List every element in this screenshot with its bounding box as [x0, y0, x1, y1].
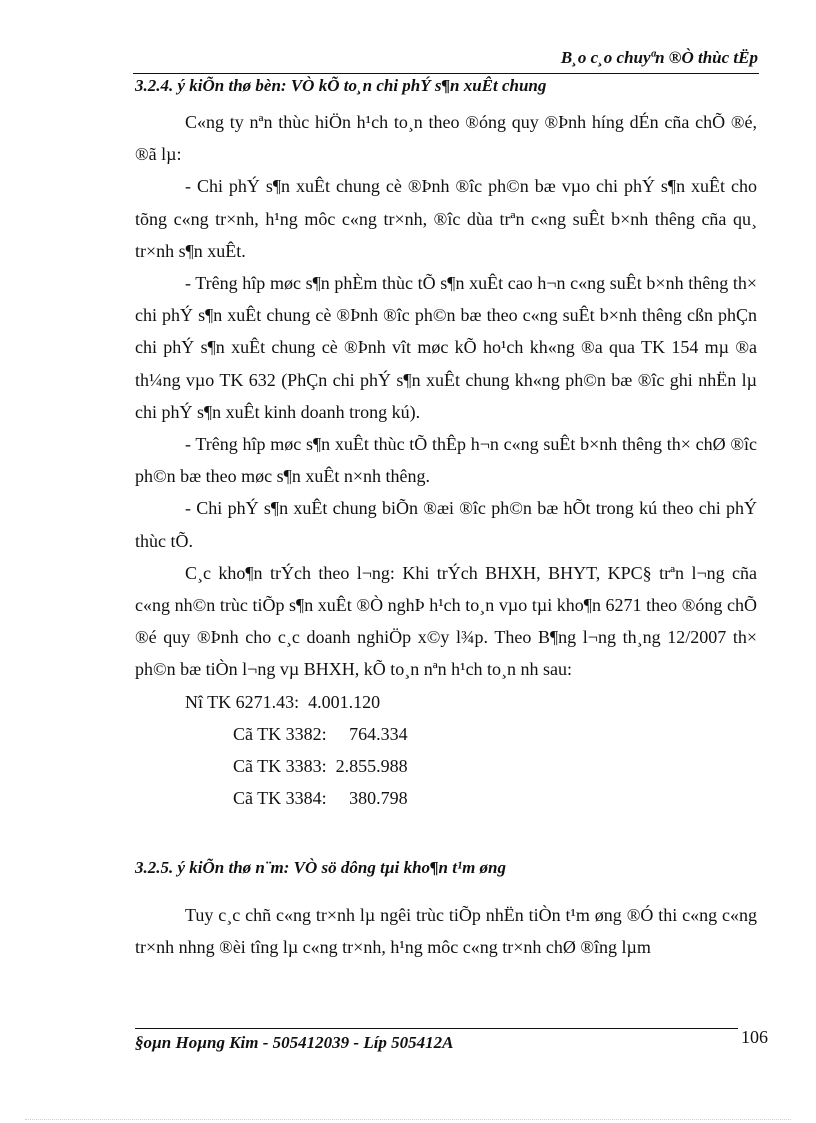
entry-value: 4.001.120 — [308, 691, 381, 712]
paragraph: C¸c kho¶n trÝch theo l¬ng: Khi trÝch BHXH, BHYT, KPC§ trªn l¬ng cña c«ng nh©n trùc tiÕp s¶n xuÊt ®Ò nghÞ h¹ch to¸n vµo tµi kho¶n 6271 theo ®óng chÕ ®é quy ®Þnh cho c¸c doanh nghiÖp x©y l¾p. Theo B¶ng l¬ng th¸ng 12/2007 th× ph©n bæ tiÒn l¬ng vµ BHXH, kÕ to¸n nªn h¹ch to¸n nh sau: — [135, 562, 757, 680]
entry-label: Cã TK 3382: — [233, 723, 327, 744]
paragraph: - Trêng hîp møc s¶n xuÊt thùc tÕ thÊp h¬n c«ng suÊt b×nh thêng th× chØ ®îc ph©n bæ theo møc s¶n xuÊt n×nh thêng. — [135, 434, 757, 487]
footer-divider — [135, 1028, 738, 1029]
page-number: 106 — [741, 1027, 768, 1047]
header-divider — [133, 73, 759, 74]
journal-entry-credit — [135, 718, 757, 750]
paragraph: - Chi phÝ s¶n xuÊt chung cè ®Þnh ®îc ph©n bæ vµo chi phÝ s¶n xuÊt cho tõng c«ng tr×nh, h¹ng môc c«ng tr×nh, ®îc dùa trªn c«ng suÊt b×nh thêng cña qu¸ tr×nh s¶n xuÊt. — [135, 176, 757, 261]
entry-label: Cã TK 3384: — [233, 788, 327, 809]
running-header: B¸o c¸o chuyªn ®Ò thùc tËp — [560, 48, 758, 67]
journal-entry-credit — [135, 782, 757, 814]
journal-entry-credit — [135, 750, 757, 782]
entry-value: 764.334 — [349, 723, 408, 744]
paragraph: - Chi phÝ s¶n xuÊt chung biÕn ®æi ®îc ph©n bæ hÕt trong kú theo chi phÝ thùc tÕ. — [135, 498, 757, 551]
paragraph: - Trêng hîp møc s¶n phÈm thùc tÕ s¶n xuÊt cao h¬n c«ng suÊt b×nh thêng th× chi phÝ s¶n xuÊt chung cè ®Þnh ®îc ph©n bæ theo c«ng suÊt b×nh thêng cßn phÇn chi phÝ s¶n xuÊt chung cè ®Þnh vît møc kÕ ho¹ch kh«ng ®a qua TK 154 mµ ®a th¼ng vµo TK 632 (PhÇn chi phÝ s¶n xuÊt chung kh«ng ph©n bæ ®îc ghi nhËn lµ chi phÝ s¶n xuÊt kinh doanh trong kú). — [135, 273, 757, 422]
section-heading-3-2-5: 3.2.5. ý kiÕn thø n¨m: VÒ sö dông tµi kho¶n t¹m øng — [135, 858, 507, 877]
section-body-3-2-4 — [135, 106, 757, 814]
section-heading-3-2-4: 3.2.4. ý kiÕn thø bèn: VÒ kÕ to¸n chi phÝ s¶n xuÊt chung — [135, 76, 547, 95]
entry-label: Nî TK 6271.43: — [185, 691, 300, 712]
footer-author: §oµn Hoµng Kim - 505412039 - Líp 505412A — [135, 1033, 454, 1052]
entry-label: Cã TK 3383: — [233, 756, 327, 777]
journal-entry-debit — [135, 686, 757, 718]
section-body-3-2-5 — [135, 899, 757, 963]
page-bottom-border — [25, 1119, 791, 1120]
entry-value: 2.855.988 — [335, 756, 408, 777]
paragraph: C«ng ty nªn thùc hiÖn h¹ch to¸n theo ®óng quy ®Þnh híng dÉn cña chÕ ®é, ®ã lµ: — [135, 112, 757, 165]
entry-value: 380.798 — [349, 788, 408, 809]
paragraph: Tuy c¸c chñ c«ng tr×nh lµ ngêi trùc tiÕp nhËn tiÒn t¹m øng ®Ó thi c«ng c«ng tr×nh nhng ®èi tîng lµ c«ng tr×nh, h¹ng môc c«ng tr×nh chØ ®îng lµm — [135, 905, 757, 958]
